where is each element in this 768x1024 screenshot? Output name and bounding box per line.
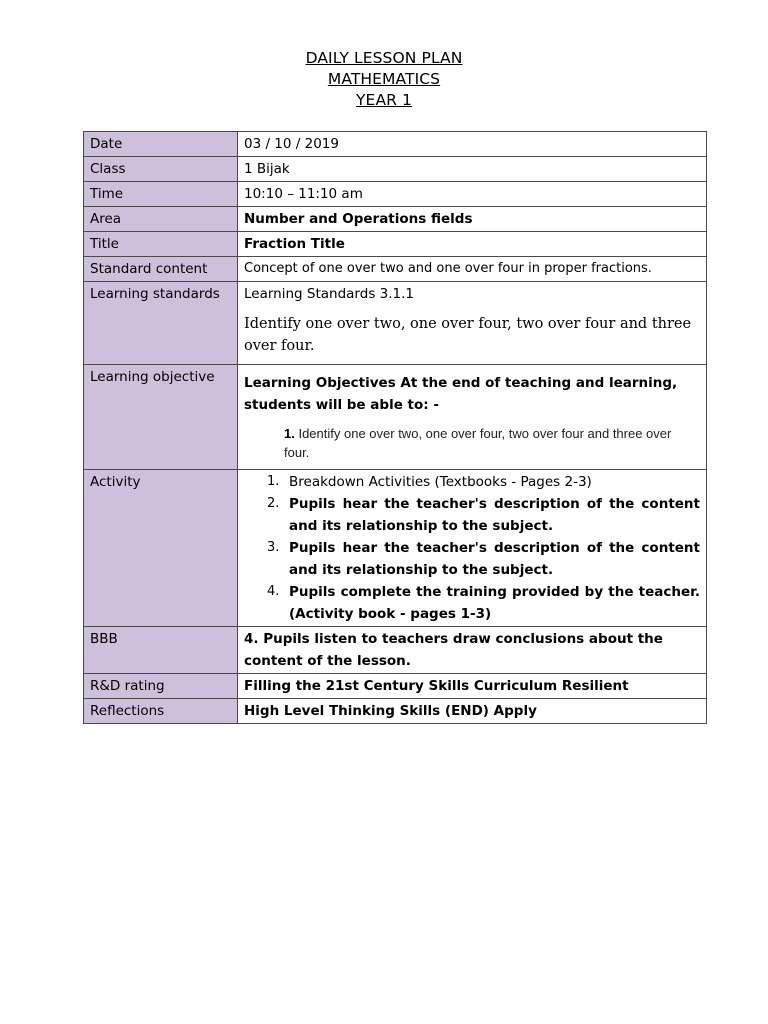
value-activity [238, 470, 707, 627]
value-learning-objective [238, 365, 707, 470]
learning-objective-item [244, 424, 700, 462]
value-bbb: 4. Pupils listen to teachers draw conclusions about the content of the lesson. [238, 627, 707, 674]
learning-objective-item-text: Identify one over two, one over four, two over four and three over four. [284, 426, 672, 460]
activity-item-text: Pupils complete the training provided by the teacher. (Activity book - pages 1-3) [289, 584, 700, 622]
learning-standards-text: Identify one over two, one over four, two over four and three over four. [244, 316, 692, 354]
label-reflections: Reflections [84, 699, 238, 724]
value-area: Number and Operations fields [238, 207, 707, 232]
label-bbb: BBB [84, 627, 238, 674]
lesson-plan-table [83, 131, 707, 724]
row-reflections [84, 699, 707, 724]
header-year: YEAR 1 [355, 91, 413, 109]
label-learning-objective: Learning objective [84, 365, 238, 470]
learning-objective-text: Learning Objectives At the end of teaching and learning, students will be able to: - [244, 375, 678, 413]
row-standard-content [84, 257, 707, 282]
activity-item-text: Pupils hear the teacher's description of the content and its relationship to the subject. [289, 540, 700, 578]
activity-item-number: 3. [267, 540, 280, 555]
row-learning-standards [84, 282, 707, 365]
label-area: Area [84, 207, 238, 232]
value-standard-content: Concept of one over two and one over four in proper fractions. [238, 257, 707, 282]
header-title: DAILY LESSON PLAN [305, 49, 463, 67]
activity-item [267, 471, 700, 493]
activity-item-text: Breakdown Activities (Textbooks - Pages 2-3) [289, 474, 592, 490]
row-rd-rating [84, 674, 707, 699]
activity-list [244, 471, 700, 625]
activity-item [267, 493, 700, 537]
row-date [84, 132, 707, 157]
value-reflections: High Level Thinking Skills (END) Apply [238, 699, 707, 724]
row-learning-objective [84, 365, 707, 470]
value-time: 10:10 – 11:10 am [238, 182, 707, 207]
label-learning-standards: Learning standards [84, 282, 238, 365]
label-time: Time [84, 182, 238, 207]
activity-item-number: 1. [267, 474, 280, 489]
document-header [0, 48, 768, 111]
activity-item-number: 4. [267, 584, 280, 599]
row-class [84, 157, 707, 182]
value-learning-standards [238, 282, 707, 365]
activity-item-text: Pupils hear the teacher's description of the content and its relationship to the subject. [289, 496, 700, 534]
label-activity: Activity [84, 470, 238, 627]
learning-objective-item-number: 1. [284, 426, 295, 441]
label-title: Title [84, 232, 238, 257]
label-standard-content: Standard content [84, 257, 238, 282]
row-time [84, 182, 707, 207]
learning-standards-heading: Learning Standards 3.1.1 [244, 286, 414, 302]
label-class: Class [84, 157, 238, 182]
label-date: Date [84, 132, 238, 157]
header-subject: MATHEMATICS [327, 70, 441, 88]
value-title: Fraction Title [238, 232, 707, 257]
row-area [84, 207, 707, 232]
row-activity [84, 470, 707, 627]
value-rd-rating: Filling the 21st Century Skills Curriculum Resilient [238, 674, 707, 699]
activity-item [267, 537, 700, 581]
activity-item [267, 581, 700, 625]
row-bbb [84, 627, 707, 674]
label-rd-rating: R&D rating [84, 674, 238, 699]
row-title [84, 232, 707, 257]
value-date: 03 / 10 / 2019 [238, 132, 707, 157]
activity-item-number: 2. [267, 496, 280, 511]
value-class: 1 Bijak [238, 157, 707, 182]
